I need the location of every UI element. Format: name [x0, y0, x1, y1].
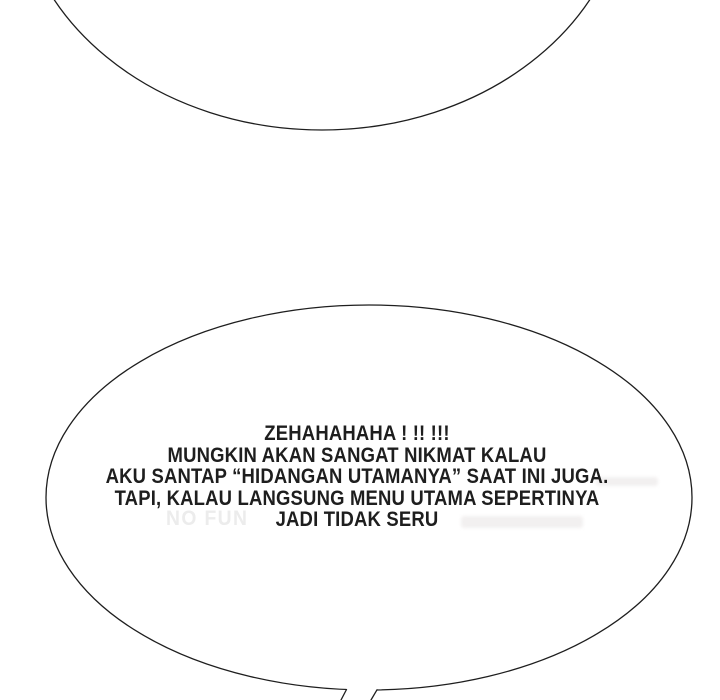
- dialog-line: ZEHAHAHAHA ! !! !!!: [264, 422, 450, 445]
- dialog-line: AKU SANTAP “HIDANGAN UTAMANYA” SAAT INI JUGA.: [105, 465, 609, 489]
- bubble-tail-left-edge: [341, 690, 347, 700]
- bubble-outlines: [17, 0, 692, 700]
- dialog-line: JADI TIDAK SERU: [275, 508, 439, 532]
- speech-bubble-text: [93, 423, 621, 531]
- dialog-line: MUNGKIN AKAN SANGAT NIKMAT KALAU: [167, 443, 547, 467]
- dialog-line: TAPI, KALAU LANGSUNG MENU UTAMA SEPERTINYA: [114, 486, 600, 510]
- watermark-text: NO FUN: [166, 507, 249, 530]
- top-speech-bubble-outline: [17, 0, 627, 130]
